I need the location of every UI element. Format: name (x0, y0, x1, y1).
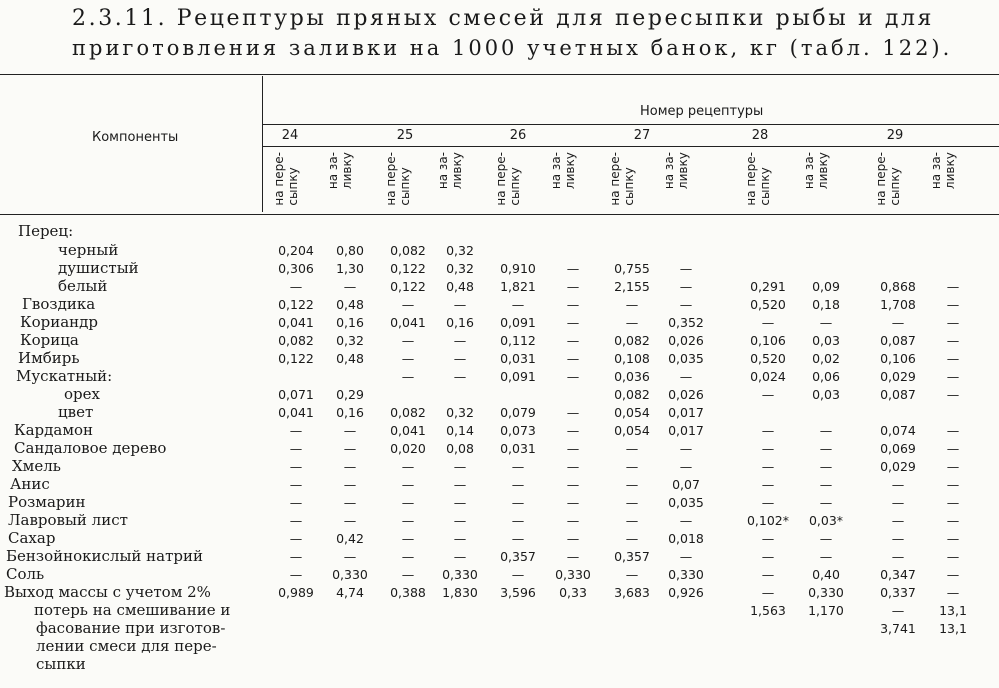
table-cell: — (679, 261, 693, 276)
table-cell: 0,082 (278, 333, 314, 348)
table-cell: 0,026 (668, 333, 704, 348)
table-title-line1: 2.3.11. Рецептуры пряных смесей для пересыпки рыбы и для (72, 6, 935, 31)
table-cell: — (761, 423, 775, 438)
table-cell: — (511, 531, 525, 546)
table-cell: — (891, 315, 905, 330)
table-cell: — (891, 603, 905, 618)
table-cell: — (343, 495, 357, 510)
table-cell: — (946, 297, 960, 312)
table-cell: — (566, 495, 580, 510)
sub-header-peresypka: на пере- сыпку (494, 152, 522, 206)
recipe-number-29: 29 (886, 128, 904, 143)
table-cell: 1,708 (880, 297, 916, 312)
table-cell: 0,520 (750, 297, 786, 312)
table-cell: 0,03 (812, 333, 840, 348)
table-cell: 0,352 (668, 315, 704, 330)
table-cell: 0,330 (442, 567, 478, 582)
table-cell: 0,330 (808, 585, 844, 600)
table-cell: 0,868 (880, 279, 916, 294)
row-label: Розмарин (8, 493, 86, 511)
recipe-number-26: 26 (509, 128, 527, 143)
table-cell: 0,073 (500, 423, 536, 438)
table-cell: — (819, 549, 833, 564)
table-cell: — (453, 495, 467, 510)
table-cell: 0,357 (614, 549, 650, 564)
table-cell: — (946, 387, 960, 402)
table-cell: 0,989 (278, 585, 314, 600)
table-cell: 1,170 (808, 603, 844, 618)
table-cell: — (289, 549, 303, 564)
table-cell: 0,18 (812, 297, 840, 312)
sub-header-zalivka: на за- ливку (929, 152, 957, 190)
table-cell: 0,091 (500, 369, 536, 384)
table-cell: 0,520 (750, 351, 786, 366)
row-label: орех (64, 385, 100, 403)
row-label: белый (58, 277, 108, 295)
table-cell: — (625, 441, 639, 456)
table-cell: 0,48 (336, 297, 364, 312)
table-cell: — (946, 495, 960, 510)
table-cell: 0,755 (614, 261, 650, 276)
table-cell: 0,32 (446, 261, 474, 276)
row-label: Кориандр (20, 313, 99, 331)
table-cell: — (511, 513, 525, 528)
table-cell: — (625, 513, 639, 528)
sub-header-zalivka: на за- ливку (662, 152, 690, 190)
table-cell: 0,071 (278, 387, 314, 402)
table-cell: 0,330 (668, 567, 704, 582)
table-cell: 1,830 (442, 585, 478, 600)
table-cell: 0,09 (812, 279, 840, 294)
table-cell: — (625, 567, 639, 582)
header-top-rule (0, 74, 999, 75)
table-cell: — (761, 531, 775, 546)
table-cell: — (343, 441, 357, 456)
table-cell: 0,29 (336, 387, 364, 402)
table-cell: 4,74 (336, 585, 364, 600)
table-cell: 0,204 (278, 243, 314, 258)
table-cell: — (453, 477, 467, 492)
table-cell: 0,926 (668, 585, 704, 600)
table-cell: — (566, 441, 580, 456)
table-cell: 0,087 (880, 333, 916, 348)
table-cell: 0,122 (278, 351, 314, 366)
components-header: Компоненты (92, 130, 179, 145)
table-cell: 0,041 (278, 405, 314, 420)
table-cell: 0,347 (880, 567, 916, 582)
table-cell: — (679, 459, 693, 474)
table-cell: 0,32 (446, 243, 474, 258)
table-cell: 0,112 (500, 333, 536, 348)
sub-header-zalivka: на за- ливку (326, 152, 354, 190)
table-cell: — (566, 531, 580, 546)
table-cell: — (761, 315, 775, 330)
table-cell: — (289, 459, 303, 474)
table-cell: — (453, 297, 467, 312)
table-cell: 1,563 (750, 603, 786, 618)
table-cell: 0,024 (750, 369, 786, 384)
table-cell: — (819, 477, 833, 492)
row-label: Мускатный: (16, 367, 113, 385)
sub-header-peresypka: на пере- сыпку (608, 152, 636, 206)
table-cell: 0,087 (880, 387, 916, 402)
row-label: сыпки (36, 655, 86, 673)
table-cell: — (679, 441, 693, 456)
table-cell: — (566, 279, 580, 294)
table-cell: 0,03* (808, 513, 844, 528)
table-cell: 0,40 (812, 567, 840, 582)
table-cell: 0,32 (446, 405, 474, 420)
row-label: Сандаловое дерево (14, 439, 167, 457)
table-cell: — (946, 585, 960, 600)
table-cell: — (343, 279, 357, 294)
row-label: потерь на смешивание и (34, 601, 231, 619)
sub-header-peresypka: на пере- сыпку (272, 152, 300, 206)
table-cell: — (566, 477, 580, 492)
table-cell: — (289, 477, 303, 492)
table-cell: 0,16 (336, 405, 364, 420)
table-cell: — (343, 423, 357, 438)
table-cell: — (401, 333, 415, 348)
row-label: Корица (20, 331, 79, 349)
table-cell: 0,122 (390, 279, 426, 294)
table-cell: 0,018 (668, 531, 704, 546)
table-cell: — (761, 585, 775, 600)
table-cell: — (511, 297, 525, 312)
table-cell: — (566, 513, 580, 528)
table-cell: 0,122 (278, 297, 314, 312)
table-cell: 0,041 (278, 315, 314, 330)
table-cell: — (761, 459, 775, 474)
table-cell: — (625, 297, 639, 312)
table-cell: 0,036 (614, 369, 650, 384)
table-cell: — (625, 477, 639, 492)
table-cell: 0,08 (446, 441, 474, 456)
table-cell: 0,330 (332, 567, 368, 582)
table-cell: — (891, 477, 905, 492)
table-cell: — (453, 369, 467, 384)
table-cell: 0,054 (614, 405, 650, 420)
table-cell: — (401, 513, 415, 528)
table-cell: — (946, 315, 960, 330)
recipe-number-25: 25 (396, 128, 414, 143)
table-cell: — (819, 459, 833, 474)
table-cell: — (819, 423, 833, 438)
table-cell: 0,16 (336, 315, 364, 330)
table-cell: 0,031 (500, 351, 536, 366)
row-label: Сахар (8, 529, 56, 547)
header-bottom-rule (0, 214, 999, 215)
table-cell: — (401, 459, 415, 474)
table-cell: 0,017 (668, 423, 704, 438)
table-cell: — (891, 513, 905, 528)
table-cell: — (566, 315, 580, 330)
table-cell: — (946, 333, 960, 348)
table-cell: — (401, 549, 415, 564)
table-cell: 0,079 (500, 405, 536, 420)
table-cell: — (289, 531, 303, 546)
row-label: Выход массы с учетом 2% (4, 583, 211, 601)
table-cell: — (401, 531, 415, 546)
header-rule-1 (262, 124, 999, 125)
table-cell: — (289, 423, 303, 438)
table-cell: 0,108 (614, 351, 650, 366)
table-cell: — (946, 531, 960, 546)
table-cell: — (625, 459, 639, 474)
table-cell: — (289, 441, 303, 456)
recipe-number-28: 28 (751, 128, 769, 143)
table-cell: — (761, 567, 775, 582)
table-cell: — (401, 297, 415, 312)
table-cell: 0,035 (668, 351, 704, 366)
table-cell: — (946, 279, 960, 294)
table-cell: — (511, 459, 525, 474)
table-cell: 0,357 (500, 549, 536, 564)
recipe-number-24: 24 (281, 128, 299, 143)
table-cell: 0,026 (668, 387, 704, 402)
table-title-line2: приготовления заливки на 1000 учетных банок, кг (табл. 122). (72, 36, 953, 60)
table-cell: — (625, 315, 639, 330)
row-label: Кардамон (14, 421, 94, 439)
table-cell: — (679, 297, 693, 312)
table-cell: 3,683 (614, 585, 650, 600)
table-cell: 0,02 (812, 351, 840, 366)
table-cell: — (566, 369, 580, 384)
table-cell: 0,48 (446, 279, 474, 294)
table-cell: — (566, 549, 580, 564)
table-cell: 3,596 (500, 585, 536, 600)
sub-header-zalivka: на за- ливку (549, 152, 577, 190)
table-cell: — (343, 513, 357, 528)
table-cell: — (289, 495, 303, 510)
table-cell: — (946, 423, 960, 438)
table-cell: 0,091 (500, 315, 536, 330)
table-cell: 0,330 (555, 567, 591, 582)
table-cell: 0,082 (614, 387, 650, 402)
table-cell: — (566, 261, 580, 276)
table-cell: 2,155 (614, 279, 650, 294)
table-cell: 0,082 (390, 405, 426, 420)
table-cell: 0,031 (500, 441, 536, 456)
row-label: цвет (58, 403, 94, 421)
table-cell: — (946, 351, 960, 366)
table-cell: — (946, 369, 960, 384)
header-divider (262, 76, 263, 212)
table-cell: — (819, 441, 833, 456)
table-cell: 0,122 (390, 261, 426, 276)
table-cell: — (343, 549, 357, 564)
table-cell: — (625, 495, 639, 510)
table-cell: — (761, 495, 775, 510)
table-cell: 0,054 (614, 423, 650, 438)
table-cell: 3,741 (880, 621, 916, 636)
table-cell: — (891, 495, 905, 510)
table-cell: 1,30 (336, 261, 364, 276)
table-cell: — (946, 567, 960, 582)
table-cell: 0,074 (880, 423, 916, 438)
row-label: душистый (58, 259, 139, 277)
table-cell: — (891, 531, 905, 546)
table-cell: 13,1 (939, 621, 967, 636)
table-cell: — (566, 351, 580, 366)
table-cell: 1,821 (500, 279, 536, 294)
table-cell: — (453, 351, 467, 366)
table-cell: 0,029 (880, 459, 916, 474)
table-cell: — (566, 333, 580, 348)
table-cell: — (946, 549, 960, 564)
table-cell: 0,029 (880, 369, 916, 384)
table-cell: 0,03 (812, 387, 840, 402)
row-label: лении смеси для пере- (36, 637, 217, 655)
table-cell: — (761, 549, 775, 564)
table-cell: 0,48 (336, 351, 364, 366)
sub-header-peresypka: на пере- сыпку (384, 152, 412, 206)
table-cell: — (453, 531, 467, 546)
table-cell: — (761, 441, 775, 456)
table-cell: 0,33 (559, 585, 587, 600)
table-cell: — (679, 549, 693, 564)
table-cell: — (401, 495, 415, 510)
table-cell: — (401, 369, 415, 384)
table-cell: 0,16 (446, 315, 474, 330)
table-cell: — (453, 549, 467, 564)
row-label: Перец: (18, 222, 74, 240)
table-cell: 0,80 (336, 243, 364, 258)
table-cell: 0,041 (390, 315, 426, 330)
table-cell: 0,388 (390, 585, 426, 600)
row-label: Лавровый лист (8, 511, 128, 529)
table-cell: 0,07 (672, 477, 700, 492)
table-cell: — (289, 567, 303, 582)
sub-header-zalivka: на за- ливку (802, 152, 830, 190)
recipe-number-header: Номер рецептуры (640, 104, 764, 119)
table-cell: — (946, 477, 960, 492)
row-label: Гвоздика (22, 295, 96, 313)
table-cell: — (679, 513, 693, 528)
table-cell: — (566, 459, 580, 474)
table-cell: — (401, 477, 415, 492)
table-cell: 0,035 (668, 495, 704, 510)
table-cell: — (401, 567, 415, 582)
table-cell: — (566, 405, 580, 420)
table-cell: 0,32 (336, 333, 364, 348)
table-cell: 0,082 (614, 333, 650, 348)
row-label: черный (58, 241, 119, 259)
table-cell: — (566, 423, 580, 438)
sub-header-peresypka: на пере- сыпку (874, 152, 902, 206)
table-cell: — (761, 477, 775, 492)
table-cell: 0,041 (390, 423, 426, 438)
table-cell: — (946, 513, 960, 528)
row-label: Анис (10, 475, 50, 493)
row-label: Бензойнокислый натрий (6, 547, 203, 565)
table-cell: — (289, 513, 303, 528)
table-cell: 0,306 (278, 261, 314, 276)
table-cell: — (891, 549, 905, 564)
table-cell: — (946, 459, 960, 474)
sub-header-zalivka: на за- ливку (436, 152, 464, 190)
row-label: Соль (6, 565, 45, 583)
table-cell: — (453, 459, 467, 474)
table-cell: 0,069 (880, 441, 916, 456)
table-cell: 0,337 (880, 585, 916, 600)
table-cell: — (453, 333, 467, 348)
table-cell: — (761, 387, 775, 402)
table-cell: 0,06 (812, 369, 840, 384)
table-cell: — (566, 297, 580, 312)
table-cell: 0,020 (390, 441, 426, 456)
table-cell: 0,102* (746, 513, 790, 528)
table-cell: — (679, 369, 693, 384)
row-label: фасование при изготов- (36, 619, 226, 637)
table-cell: 0,291 (750, 279, 786, 294)
row-label: Имбирь (18, 349, 80, 367)
table-cell: 13,1 (939, 603, 967, 618)
table-cell: — (819, 495, 833, 510)
table-cell: — (819, 531, 833, 546)
table-cell: — (819, 315, 833, 330)
table-cell: 0,42 (336, 531, 364, 546)
table-cell: 0,14 (446, 423, 474, 438)
table-cell: — (343, 459, 357, 474)
row-label: Хмель (12, 457, 61, 475)
table-cell: 0,106 (750, 333, 786, 348)
table-cell: 0,106 (880, 351, 916, 366)
recipe-number-27: 27 (633, 128, 651, 143)
table-cell: — (625, 531, 639, 546)
table-cell: 0,017 (668, 405, 704, 420)
table-cell: — (946, 441, 960, 456)
sub-header-peresypka: на пере- сыпку (744, 152, 772, 206)
header-rule-2 (262, 146, 999, 147)
table-cell: — (511, 567, 525, 582)
table-cell: — (679, 279, 693, 294)
table-cell: — (511, 477, 525, 492)
table-cell: 0,082 (390, 243, 426, 258)
table-cell: — (289, 279, 303, 294)
table-cell: — (453, 513, 467, 528)
table-cell: — (343, 477, 357, 492)
table-cell: — (401, 351, 415, 366)
table-cell: 0,910 (500, 261, 536, 276)
table-cell: — (511, 495, 525, 510)
